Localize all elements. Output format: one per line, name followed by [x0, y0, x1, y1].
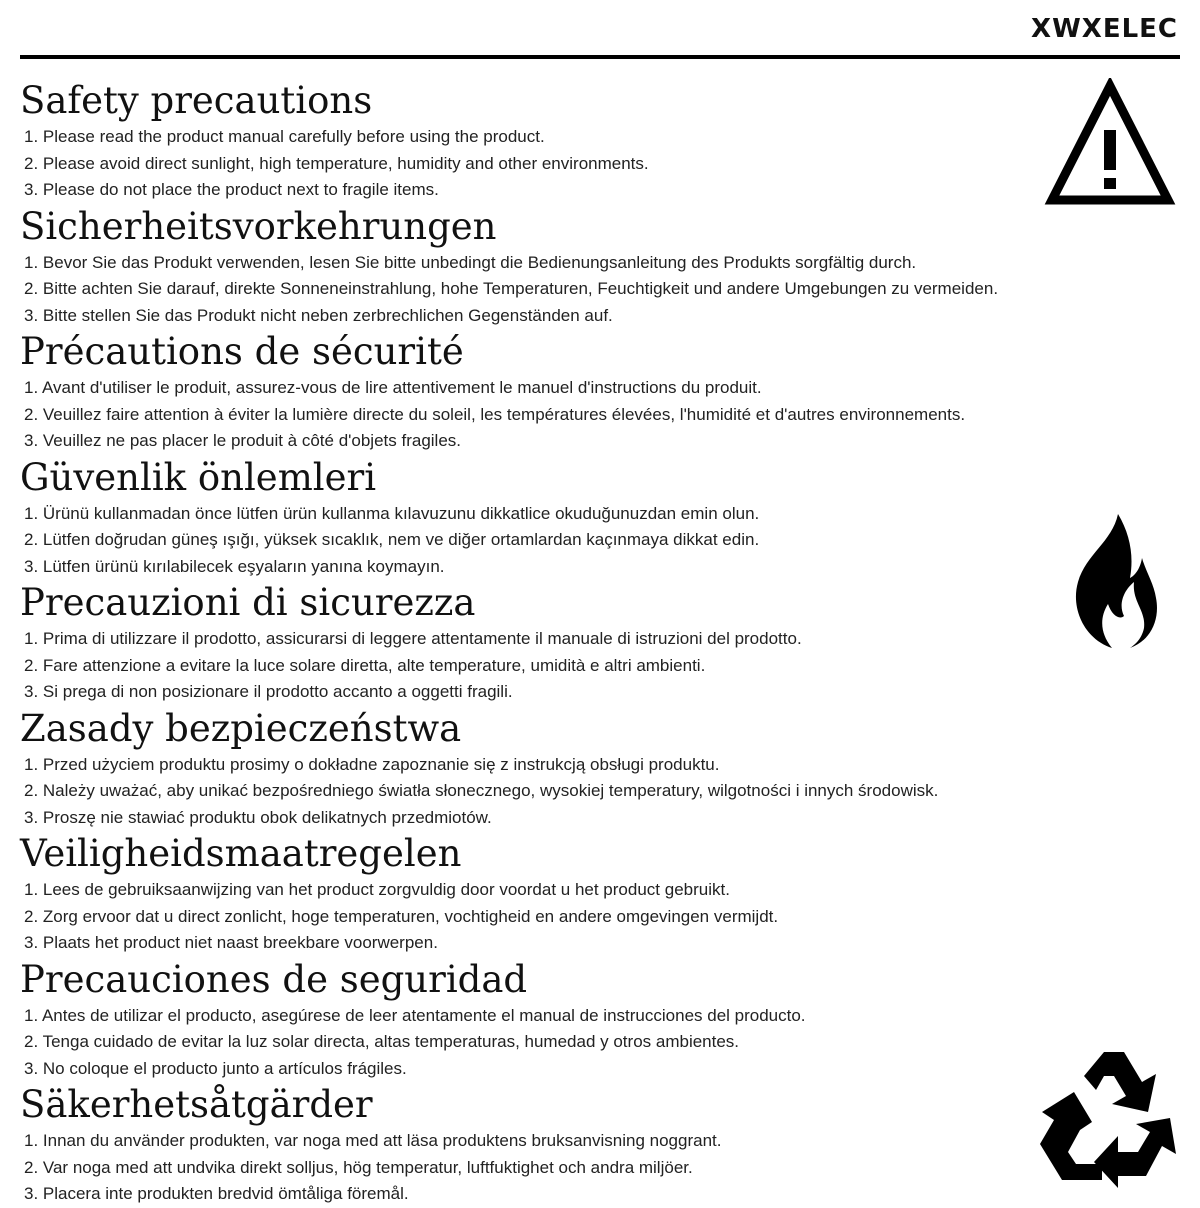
precaution-list — [24, 250, 1180, 330]
list-item: 3. No coloque el producto junto a artículos frágiles. — [24, 1058, 407, 1078]
recycle-icon — [1034, 1048, 1182, 1188]
safety-content — [20, 78, 1180, 1208]
list-item: 3. Lütfen ürünü kırılabilecek eşyaların yanına koymayın. — [24, 556, 445, 576]
precaution-list — [24, 501, 1180, 581]
section-italian — [20, 580, 1180, 706]
list-item: 3. Si prega di non posizionare il prodotto accanto a oggetti fragili. — [24, 682, 513, 701]
list-item: 2. Bitte achten Sie darauf, direkte Sonneneinstrahlung, hohe Temperaturen, Feuchtigkeit und andere Umgebungen zu vermeiden. — [24, 279, 999, 298]
list-item: 2. Please avoid direct sunlight, high temperature, humidity and other environments. — [24, 153, 649, 173]
list-item: 1. Prima di utilizzare il prodotto, assicurarsi di leggere attentamente il manuale di istruzioni del prodotto. — [24, 629, 802, 648]
section-english — [20, 78, 1180, 204]
list-item: 3. Placera inte produkten bredvid ömtåliga föremål. — [24, 1184, 409, 1203]
precaution-list — [24, 877, 1180, 957]
list-item: 3. Bitte stellen Sie das Produkt nicht neben zerbrechlichen Gegenständen auf. — [24, 305, 613, 325]
list-item: 1. Bevor Sie das Produkt verwenden, lesen Sie bitte unbedingt die Bedienungsanleitung des Produkts sorgfältig durch. — [24, 252, 917, 272]
list-item: 2. Veuillez faire attention à éviter la lumière directe du soleil, les températures élevées, l'humidité et d'autres environnements. — [24, 404, 966, 424]
precaution-list — [24, 1003, 1180, 1083]
list-item: 2. Zorg ervoor dat u direct zonlicht, hoge temperaturen, vochtigheid en andere omgevingen vermijdt. — [24, 906, 779, 926]
fire-icon — [1068, 512, 1160, 652]
list-item: 2. Var noga med att undvika direkt solljus, hög temperatur, luftfuktighet och andra miljöer. — [24, 1157, 693, 1177]
section-title: Zasady bezpieczeństwa — [20, 706, 462, 750]
list-item: 3. Plaats het product niet naast breekbare voorwerpen. — [24, 933, 438, 952]
list-item: 1. Ürünü kullanmadan önce lütfen ürün kullanma kılavuzunu dikkatlice okuduğunuzdan emin olun. — [24, 503, 760, 523]
list-item: 3. Proszę nie stawiać produktu obok delikatnych przedmiotów. — [24, 807, 492, 827]
section-swedish — [20, 1082, 1180, 1208]
precaution-list — [24, 375, 1180, 455]
precaution-list — [24, 1128, 1180, 1208]
section-title: Precauzioni di sicurezza — [20, 581, 476, 624]
list-item: 2. Należy uważać, aby unikać bezpośredniego światła słonecznego, wysokiej temperatury, wilgotności i innych środowisk. — [24, 781, 939, 800]
section-title: Safety precautions — [20, 79, 373, 122]
section-title: Précautions de sécurité — [20, 330, 464, 373]
section-title: Veiligheidsmaatregelen — [20, 832, 462, 875]
section-title: Säkerhetsåtgärder — [20, 1083, 373, 1126]
list-item: 3. Please do not place the product next to fragile items. — [24, 180, 439, 199]
precaution-list — [24, 752, 1180, 832]
list-item: 2. Fare attenzione a evitare la luce solare diretta, alte temperature, umidità e altri ambienti. — [24, 655, 706, 675]
section-spanish — [20, 957, 1180, 1083]
list-item: 1. Avant d'utiliser le produit, assurez-vous de lire attentivement le manuel d'instructions du produit. — [24, 378, 762, 397]
section-german — [20, 204, 1180, 330]
list-item: 1. Innan du använder produkten, var noga med att läsa produktens bruksanvisning noggrant. — [24, 1131, 722, 1150]
section-title: Sicherheitsvorkehrungen — [20, 204, 497, 248]
header-rule — [20, 55, 1180, 59]
list-item: 2. Lütfen doğrudan güneş ışığı, yüksek sıcaklık, nem ve diğer ortamlardan kaçınmaya dikkat edin. — [24, 530, 760, 549]
section-polish — [20, 706, 1180, 832]
list-item: 2. Tenga cuidado de evitar la luz solar directa, altas temperaturas, humedad y otros ambientes. — [24, 1032, 740, 1051]
list-item: 1. Przed użyciem produktu prosimy o dokładne zapoznanie się z instrukcją obsługi produktu. — [24, 754, 720, 774]
precaution-list — [24, 626, 1180, 706]
section-turkish — [20, 455, 1180, 581]
section-dutch — [20, 831, 1180, 957]
list-item: 1. Lees de gebruiksaanwijzing van het product zorgvuldig door voordat u het product gebruikt. — [24, 880, 730, 899]
section-french — [20, 329, 1180, 455]
list-item: 1. Please read the product manual carefully before using the product. — [24, 127, 545, 146]
warning-icon — [1044, 78, 1176, 208]
list-item: 1. Antes de utilizar el producto, asegúrese de leer atentamente el manual de instrucciones del producto. — [24, 1005, 806, 1025]
precaution-list — [24, 124, 1180, 204]
section-title: Precauciones de seguridad — [20, 957, 528, 1001]
list-item: 3. Veuillez ne pas placer le produit à côté d'objets fragiles. — [24, 431, 462, 450]
brand-logo: XWXELEC — [1031, 14, 1178, 44]
section-title: Güvenlik önlemleri — [20, 455, 377, 499]
